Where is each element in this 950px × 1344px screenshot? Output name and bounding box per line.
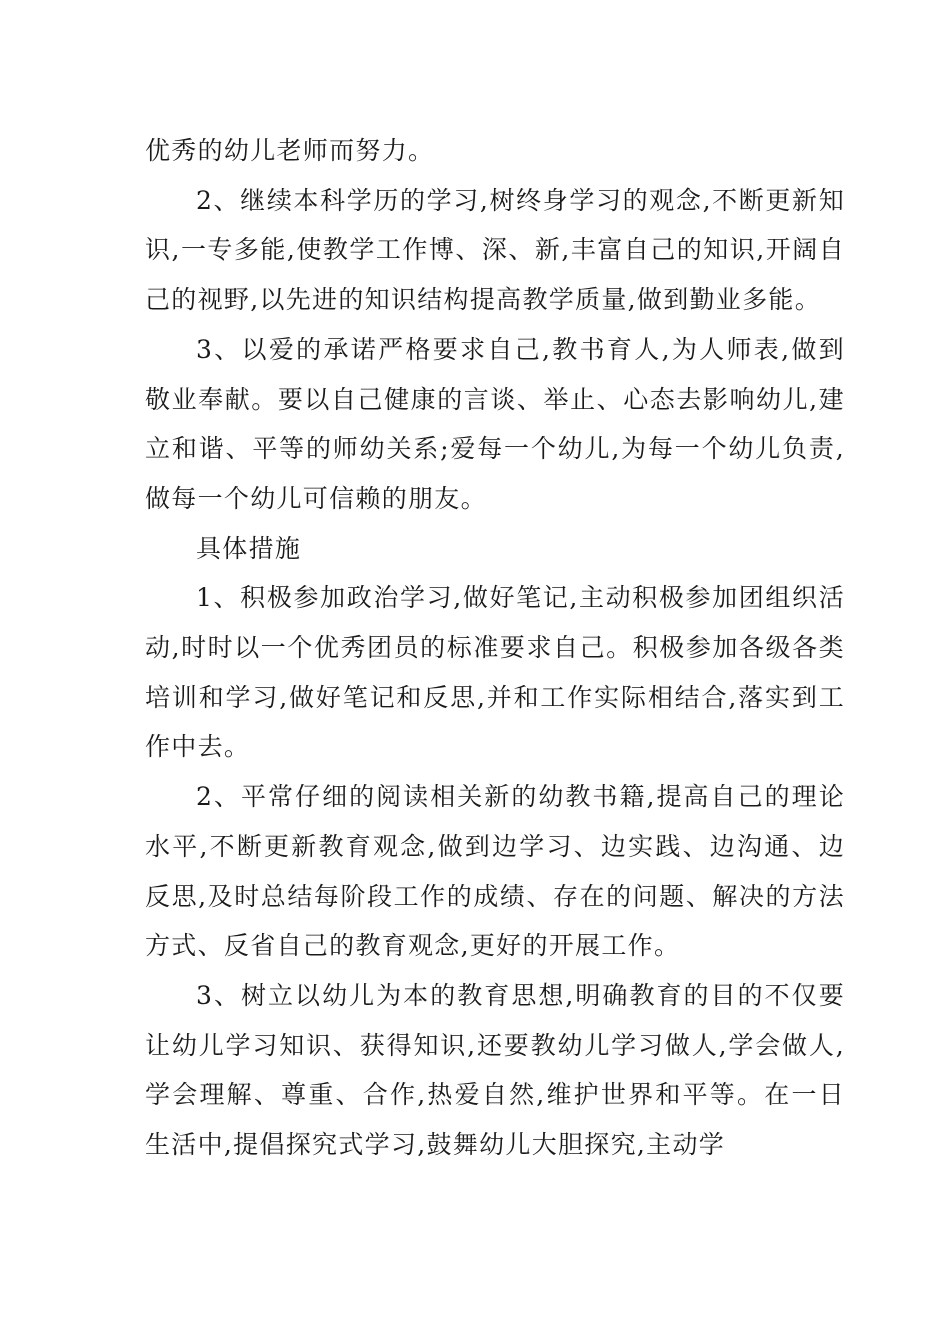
document-body bbox=[145, 126, 845, 1170]
paragraph-continuation: 优秀的幼儿老师而努力。 bbox=[145, 136, 435, 165]
section-heading-measures: 具体措施 bbox=[196, 533, 302, 563]
measure-item-2: 2、平常仔细的阅读相关新的幼教书籍,提高自己的理论水平,不断更新教育观念,做到边学习、边实践、边沟通、边反思,及时总结每阶段工作的成绩、存在的问题、解决的方法方式、反省自己的教育观念,更好的开展工作。 bbox=[145, 782, 845, 961]
paragraph-item-3: 3、以爱的承诺严格要求自己,教书育人,为人师表,做到敬业奉献。要以自己健康的言谈、举止、心态去影响幼儿,建立和谐、平等的师幼关系;爱每一个幼儿,为每一个幼儿负责,做每一个幼儿可信赖的朋友。 bbox=[145, 334, 845, 513]
measure-item-3: 3、树立以幼儿为本的教育思想,明确教育的目的不仅要让幼儿学习知识、获得知识,还要教幼儿学习做人,学会做人,学会理解、尊重、合作,热爱自然,维护世界和平等。在一日生活中,提倡探究式学习,鼓舞幼儿大胆探究,主动学 bbox=[145, 980, 845, 1160]
measure-item-1: 1、积极参加政治学习,做好笔记,主动积极参加团组织活动,时时以一个优秀团员的标准要求自己。积极参加各级各类培训和学习,做好笔记和反思,并和工作实际相结合,落实到工作中去。 bbox=[145, 583, 845, 762]
paragraph-item-2: 2、继续本科学历的学习,树终身学习的观念,不断更新知识,一专多能,使教学工作博、深、新,丰富自己的知识,开阔自己的视野,以先进的知识结构提高教学质量,做到勤业多能。 bbox=[145, 185, 845, 315]
